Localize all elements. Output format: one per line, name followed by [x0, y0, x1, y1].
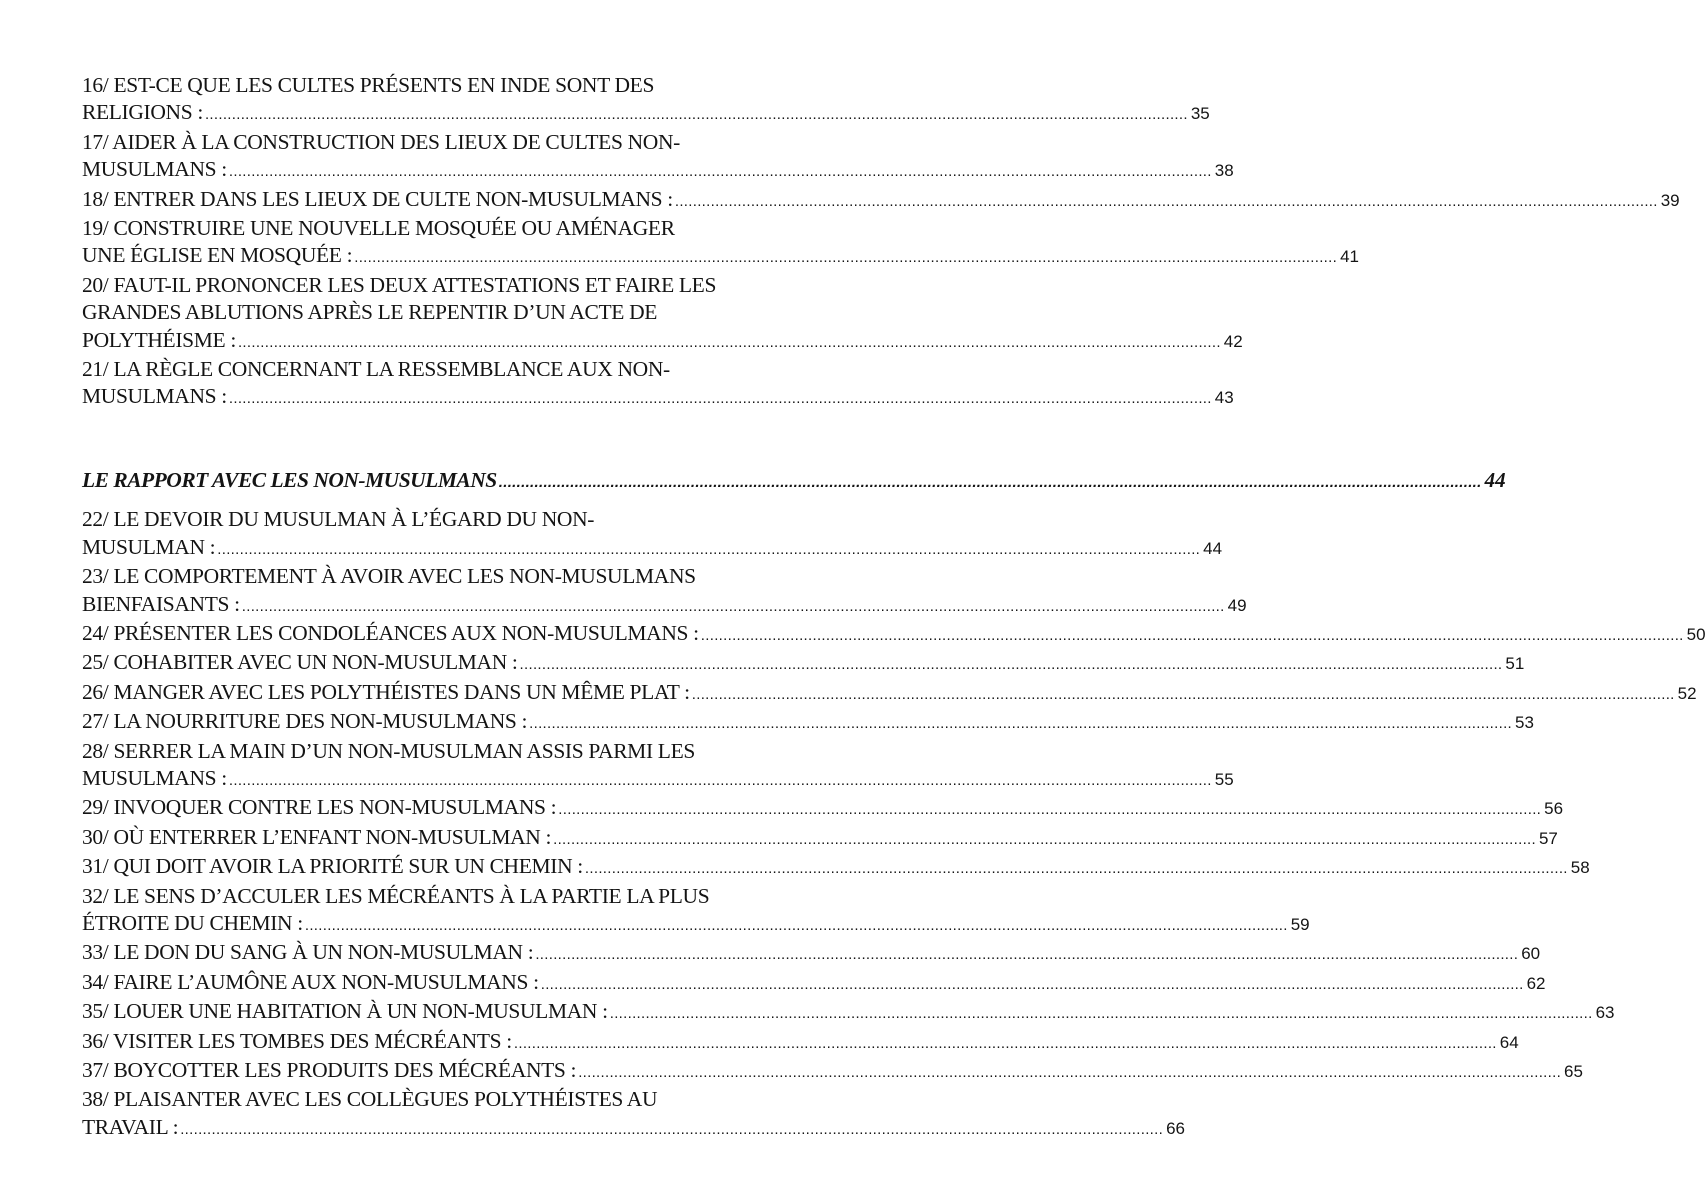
toc-page-number: 66: [1166, 1118, 1185, 1138]
toc-entry-text: 17/ AIDER À LA CONSTRUCTION DES LIEUX DE CULTES NON-: [82, 129, 680, 154]
dot-leader: ............................................................................................................................................................................................................................: [529, 715, 1512, 733]
toc-entry-text: UNE ÉGLISE EN MOSQUÉE :: [82, 243, 353, 268]
section-page-number: 44: [1484, 467, 1506, 492]
toc-entry-text: 38/ PLAISANTER AVEC LES COLLÈGUES POLYTHÉISTES AU: [82, 1087, 658, 1112]
toc-page-number: 51: [1505, 654, 1525, 674]
toc-entry-last-line: [82, 853, 1590, 882]
toc-entry-text: 29/ INVOQUER CONTRE LES NON-MUSULMANS :: [82, 795, 557, 820]
toc-entry-last-line: [82, 708, 1534, 737]
toc-entry-text: MUSULMANS :: [82, 765, 227, 790]
toc-page-number: 43: [1214, 388, 1234, 408]
toc-page-number: 60: [1521, 944, 1541, 964]
toc-entry-last-line: [82, 186, 1680, 215]
toc-page-number: 63: [1595, 1003, 1615, 1023]
toc-entry[interactable]: [82, 794, 1564, 823]
toc-entry[interactable]: [82, 1028, 1519, 1057]
toc-entry[interactable]: [82, 969, 1546, 998]
dot-leader: ............................................................................................................................................................................................................................: [498, 473, 1482, 491]
toc-entry-last-line: [82, 1057, 1583, 1086]
toc-entry-last-line: [82, 620, 1706, 649]
toc-page-number: 39: [1660, 190, 1680, 210]
toc-entry[interactable]: [82, 649, 1525, 678]
toc-entry-text: 30/ OÙ ENTERRER L’ENFANT NON-MUSULMAN :: [82, 824, 552, 849]
toc-group-1: [82, 72, 1680, 413]
toc-entry[interactable]: [82, 129, 1234, 186]
toc-entry[interactable]: [82, 620, 1706, 649]
toc-page-number: 38: [1214, 161, 1234, 181]
toc-entry[interactable]: [82, 824, 1558, 853]
toc-entry-last-line: [82, 327, 1243, 356]
toc-page-number: 65: [1564, 1062, 1583, 1081]
dot-leader: ............................................................................................................................................................................................................................: [513, 1034, 1497, 1052]
toc-page-number: 53: [1515, 713, 1534, 733]
toc-group-2: [82, 506, 1706, 1143]
dot-leader: ............................................................................................................................................................................................................................: [578, 1064, 1562, 1081]
toc-entry[interactable]: [82, 1057, 1583, 1086]
toc-entry[interactable]: [82, 356, 1234, 413]
toc-entry[interactable]: [82, 939, 1541, 968]
toc-entry[interactable]: [82, 998, 1615, 1027]
dot-leader: ............................................................................................................................................................................................................................: [228, 771, 1212, 789]
dot-leader: ............................................................................................................................................................................................................................: [540, 975, 1524, 993]
toc-entry-text: 31/ QUI DOIT AVOIR LA PRIORITÉ SUR UN CHEMIN :: [82, 854, 583, 879]
toc-page-number: 58: [1570, 858, 1590, 878]
toc-entry-last-line: [82, 649, 1525, 678]
toc-page-number: 55: [1214, 769, 1234, 789]
toc-entry-last-line: [82, 591, 1247, 620]
toc-entry-text: 23/ LE COMPORTEMENT À AVOIR AVEC LES NON-MUSULMANS: [82, 564, 696, 589]
toc-entry-text: 36/ VISITER LES TOMBES DES MÉCRÉANTS :: [82, 1028, 512, 1053]
toc-entry[interactable]: [82, 563, 1247, 620]
toc-entry-text: RELIGIONS :: [82, 100, 203, 125]
toc-entry[interactable]: [82, 679, 1697, 708]
toc-entry[interactable]: [82, 72, 1210, 129]
toc-entry-last-line: [82, 910, 1310, 939]
toc-entry-last-line: [82, 939, 1541, 968]
toc-page-number: 64: [1499, 1032, 1519, 1052]
dot-leader: ............................................................................................................................................................................................................................: [558, 801, 1542, 819]
dot-leader: ............................................................................................................................................................................................................................: [535, 946, 1519, 964]
dot-leader: ............................................................................................................................................................................................................................: [228, 390, 1212, 408]
toc-entry-text: 24/ PRÉSENTER LES CONDOLÉANCES AUX NON-MUSULMANS :: [82, 620, 699, 645]
toc-entry-text: 21/ LA RÈGLE CONCERNANT LA RESSEMBLANCE AUX NON-: [82, 357, 670, 382]
table-of-contents: [82, 72, 1706, 1143]
toc-entry-text: 18/ ENTRER DANS LES LIEUX DE CULTE NON-MUSULMANS :: [82, 186, 673, 211]
toc-entry[interactable]: [82, 708, 1534, 737]
toc-entry-text: MUSULMAN :: [82, 534, 216, 559]
toc-page-number: 35: [1190, 104, 1210, 124]
dot-leader: ............................................................................................................................................................................................................................: [609, 1005, 1593, 1023]
toc-entry[interactable]: [82, 506, 1223, 563]
section-title: LE RAPPORT AVEC LES NON-MUSULMANS: [82, 467, 497, 492]
dot-leader: ............................................................................................................................................................................................................................: [217, 540, 1201, 558]
toc-entry-text: 34/ FAIRE L’AUMÔNE AUX NON-MUSULMANS :: [82, 969, 539, 994]
toc-page-number: 42: [1223, 331, 1243, 351]
dot-leader: ............................................................................................................................................................................................................................: [237, 333, 1221, 351]
toc-entry-last-line: [82, 534, 1223, 563]
toc-entry-last-line: [82, 998, 1615, 1027]
toc-entry-last-line: [82, 1028, 1519, 1057]
toc-entry[interactable]: [82, 883, 1310, 940]
dot-leader: ............................................................................................................................................................................................................................: [553, 830, 1536, 848]
toc-entry-text: 19/ CONSTRUIRE UNE NOUVELLE MOSQUÉE OU AMÉNAGER: [82, 216, 675, 241]
toc-entry-text: POLYTHÉISME :: [82, 327, 236, 352]
toc-page-number: 44: [1203, 538, 1223, 558]
dot-leader: ............................................................................................................................................................................................................................: [691, 685, 1675, 703]
toc-entry-text: TRAVAIL :: [82, 1114, 179, 1139]
toc-entry-last-line: [82, 824, 1558, 853]
toc-entry-last-line: [82, 765, 1234, 794]
toc-entry-text: 20/ FAUT-IL PRONONCER LES DEUX ATTESTATIONS ET FAIRE LES: [82, 272, 717, 297]
toc-entry-text: ÉTROITE DU CHEMIN :: [82, 910, 303, 935]
toc-entry[interactable]: [82, 215, 1359, 272]
toc-page-number: 59: [1290, 914, 1310, 934]
toc-entry-text: 25/ COHABITER AVEC UN NON-MUSULMAN :: [82, 650, 518, 675]
toc-entry-text: 22/ LE DEVOIR DU MUSULMAN À L’ÉGARD DU NON-: [82, 507, 595, 532]
toc-entry-text: 32/ LE SENS D’ACCULER LES MÉCRÉANTS À LA PARTIE LA PLUS: [82, 883, 710, 908]
toc-entry-text: GRANDES ABLUTIONS APRÈS LE REPENTIR D’UN ACTE DE: [82, 300, 658, 325]
dot-leader: ............................................................................................................................................................................................................................: [241, 597, 1225, 615]
toc-entry-last-line: [82, 1114, 1185, 1143]
toc-entry-last-line: [82, 242, 1359, 271]
toc-entry-text: 27/ LA NOURRITURE DES NON-MUSULMANS :: [82, 709, 528, 734]
toc-entry-text: BIENFAISANTS :: [82, 591, 240, 616]
toc-entry[interactable]: [82, 738, 1234, 795]
toc-entry-text: MUSULMANS :: [82, 157, 227, 182]
dot-leader: ............................................................................................................................................................................................................................: [519, 656, 1503, 674]
toc-entry-text: 16/ EST-CE QUE LES CULTES PRÉSENTS EN INDE SONT DES: [82, 73, 655, 97]
toc-entry-text: 35/ LOUER UNE HABITATION À UN NON-MUSULMAN :: [82, 999, 608, 1024]
dot-leader: ............................................................................................................................................................................................................................: [700, 626, 1684, 644]
toc-page-number: 57: [1538, 828, 1558, 848]
toc-page-number: 52: [1677, 683, 1697, 703]
toc-entry-text: 33/ LE DON DU SANG À UN NON-MUSULMAN :: [82, 940, 534, 965]
toc-entry[interactable]: [82, 186, 1680, 215]
toc-page-number: 62: [1526, 973, 1546, 993]
toc-entry-last-line: [82, 969, 1546, 998]
toc-page-number: 41: [1340, 247, 1359, 267]
toc-section-heading[interactable]: [82, 467, 1506, 496]
toc-entry-text: 37/ BOYCOTTER LES PRODUITS DES MÉCRÉANTS :: [82, 1058, 577, 1082]
dot-leader: ............................................................................................................................................................................................................................: [228, 163, 1212, 181]
dot-leader: ............................................................................................................................................................................................................................: [354, 249, 1338, 267]
toc-entry[interactable]: [82, 1086, 1185, 1143]
toc-entry[interactable]: [82, 272, 1243, 356]
dot-leader: ............................................................................................................................................................................................................................: [584, 860, 1568, 878]
dot-leader: ............................................................................................................................................................................................................................: [674, 192, 1658, 210]
dot-leader: ............................................................................................................................................................................................................................: [204, 106, 1188, 124]
toc-page-number: 49: [1227, 595, 1247, 615]
toc-page-number: 56: [1544, 799, 1564, 819]
toc-entry-text: MUSULMANS :: [82, 384, 227, 409]
toc-page-number: 50: [1686, 624, 1706, 644]
toc-entry-last-line: [82, 679, 1697, 708]
toc-entry-text: 28/ SERRER LA MAIN D’UN NON-MUSULMAN ASSIS PARMI LES: [82, 738, 695, 763]
toc-entry-text: 26/ MANGER AVEC LES POLYTHÉISTES DANS UN MÊME PLAT :: [82, 679, 690, 704]
toc-entry-last-line: [82, 156, 1234, 185]
dot-leader: ............................................................................................................................................................................................................................: [180, 1120, 1164, 1138]
toc-entry-last-line: [82, 383, 1234, 412]
dot-leader: ............................................................................................................................................................................................................................: [304, 916, 1288, 934]
toc-entry-last-line: [82, 99, 1210, 128]
toc-entry[interactable]: [82, 853, 1590, 882]
toc-entry-last-line: [82, 794, 1564, 823]
